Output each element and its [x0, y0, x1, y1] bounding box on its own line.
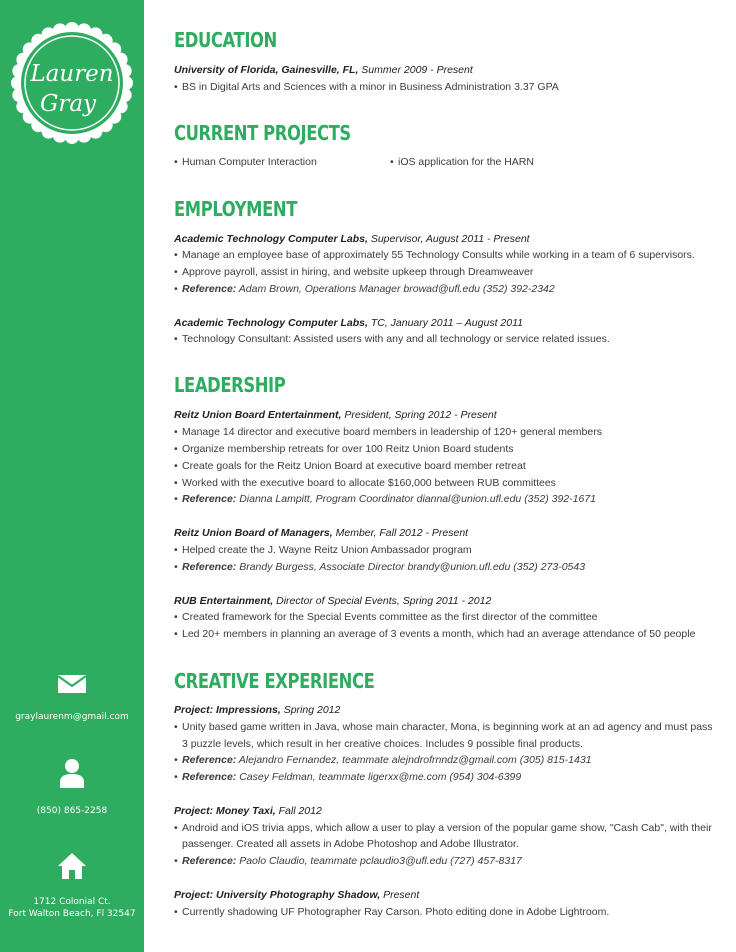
creative-bullet: • Currently shadowing UF Photographer Ray Carson. Photo editing done in Adobe Lightroom. — [174, 906, 609, 918]
leadership-reference — [174, 561, 585, 573]
creative-org: Project: Money Taxi, — [174, 805, 276, 817]
leadership-title — [174, 527, 468, 539]
creative-date: Spring 2012 — [280, 704, 341, 716]
reference-label: Reference: — [182, 855, 237, 867]
contact-email[interactable]: graylaurenm@gmail.com — [15, 712, 129, 722]
creative-title — [174, 805, 322, 817]
home-icon — [57, 852, 87, 880]
creative-bullet: • Android and iOS trivia apps, which allow a user to play a version of the popular game show, "Cash Cab", with their — [174, 822, 712, 834]
creative-reference — [174, 754, 592, 766]
leadership-title — [174, 595, 491, 607]
contact-address-line1: 1712 Colonial Ct. — [33, 897, 111, 907]
reference-label: Reference: — [182, 771, 237, 783]
leadership-bullet: • Organize membership retreats for over 100 Reitz Union Board students — [174, 443, 514, 455]
reference-text: Dianna Lampitt, Program Coordinator diannal@union.ufl.edu (352) 392-1671 — [236, 493, 596, 505]
reference-text: Alejandro Fernandez, teammate alejndrofrnndz@gmail.com (305) 815-1431 — [236, 754, 592, 766]
creative-date: Fall 2012 — [275, 805, 322, 817]
job-bullet: • Manage an employee base of approximately 55 Technology Consults while working in a team of 6 supervisors. — [174, 249, 695, 261]
job-org: Academic Technology Computer Labs, — [174, 233, 368, 245]
creative-heading: CREATIVE EXPERIENCE — [174, 669, 375, 693]
creative-title — [174, 704, 340, 716]
leadership-org: Reitz Union Board Entertainment, — [174, 409, 342, 421]
job-bullet: • Technology Consultant: Assisted users with any and all technology or service related issues. — [174, 333, 610, 345]
creative-bullet-continued: 3 puzzle levels, which result in her creative choices. Includes 9 possible final products. — [182, 738, 583, 750]
leadership-bullet: • Manage 14 director and executive board members in leadership of 120+ general members — [174, 426, 602, 438]
project-item: • Human Computer Interaction — [174, 156, 317, 168]
job-title — [174, 233, 530, 245]
reference-text: Adam Brown, Operations Manager browad@ufl.edu (352) 392-2342 — [236, 283, 555, 295]
leadership-role: Director of Special Events, Spring 2011 - 2012 — [273, 595, 492, 607]
employment-heading: EMPLOYMENT — [174, 197, 297, 221]
leadership-org: RUB Entertainment, — [174, 595, 274, 607]
reference-text: Brandy Burgess, Associate Director brandy@union.ufl.edu (352) 273-0543 — [236, 561, 586, 573]
leadership-bullet: • Created framework for the Special Events committee as the first director of the committee — [174, 611, 598, 623]
reference-label: Reference: — [182, 754, 237, 766]
creative-bullet: • Unity based game written in Java, whose main character, Mona, is beginning work at an ad agency and must pass — [174, 721, 713, 733]
job-reference — [174, 283, 555, 295]
reference-label: Reference: — [182, 283, 237, 295]
logo-first-name: Lauren — [30, 61, 114, 87]
education-title — [174, 64, 473, 76]
job-org: Academic Technology Computer Labs, — [174, 317, 368, 329]
creative-org: Project: University Photography Shadow, — [174, 889, 381, 901]
leadership-heading: LEADERSHIP — [174, 373, 286, 397]
sidebar — [0, 0, 144, 952]
leadership-role: President, Spring 2012 - Present — [341, 409, 497, 421]
envelope-icon — [57, 674, 87, 694]
job-role: Supervisor, August 2011 - Present — [367, 233, 530, 245]
leadership-bullet: • Helped create the J. Wayne Reitz Union Ambassador program — [174, 544, 472, 556]
reference-text: Paolo Claudio, teammate pclaudio3@ufl.edu (727) 457-8317 — [236, 855, 522, 867]
job-title — [174, 317, 523, 329]
education-date: Summer 2009 - Present — [358, 64, 473, 76]
creative-org: Project: Impressions, — [174, 704, 281, 716]
project-item: • iOS application for the HARN — [390, 156, 534, 168]
creative-reference — [174, 855, 522, 867]
creative-reference — [174, 771, 521, 783]
job-role: TC, January 2011 – August 2011 — [367, 317, 523, 329]
contact-phone: (850) 865-2258 — [36, 806, 108, 816]
leadership-org: Reitz Union Board of Managers, — [174, 527, 333, 539]
name-seal-logo — [6, 17, 138, 149]
leadership-reference — [174, 493, 596, 505]
reference-label: Reference: — [182, 493, 237, 505]
reference-label: Reference: — [182, 561, 237, 573]
job-bullet: • Approve payroll, assist in hiring, and website upkeep through Dreamweaver — [174, 266, 533, 278]
reference-text: Casey Feldman, teammate ligerxx@me.com (954) 304-6399 — [236, 771, 522, 783]
education-institution: University of Florida, Gainesville, FL, — [174, 64, 359, 76]
leadership-title — [174, 409, 497, 421]
projects-heading: CURRENT PROJECTS — [174, 121, 351, 145]
leadership-bullet: • Create goals for the Reitz Union Board at executive board member retreat — [174, 460, 526, 472]
creative-date: Present — [380, 889, 420, 901]
creative-title — [174, 889, 419, 901]
education-bullet: • BS in Digital Arts and Sciences with a minor in Business Administration 3.37 GPA — [174, 81, 559, 93]
creative-bullet-continued: passenger. Created all assets in Adobe Photoshop and Adobe Illustrator. — [182, 838, 519, 850]
education-heading: EDUCATION — [174, 28, 277, 52]
logo-last-name: Gray — [39, 91, 97, 117]
contact-address-line2: Fort Walton Beach, Fl 32547 — [8, 909, 136, 919]
leadership-bullet: • Worked with the executive board to allocate $160,000 between RUB committees — [174, 477, 556, 489]
person-icon — [59, 758, 85, 788]
leadership-bullet: • Led 20+ members in planning an average of 3 events a month, which had an average attendance of 50 people — [174, 628, 695, 640]
leadership-role: Member, Fall 2012 - Present — [332, 527, 469, 539]
